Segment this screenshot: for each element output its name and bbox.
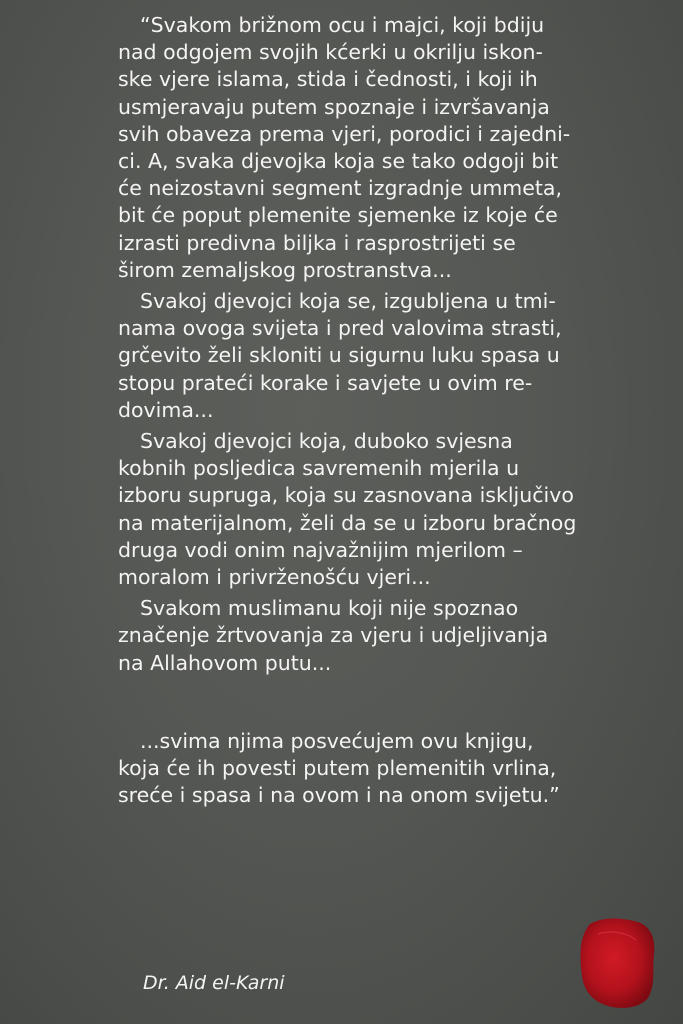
text-line: kobnih posljedica savremenih mjerila u	[118, 456, 520, 481]
dedication-paragraph-2	[118, 288, 588, 424]
dedication-paragraph-4	[118, 595, 588, 677]
text-line: na materijalnom, želi da se u izboru bračnog	[118, 510, 577, 535]
text-line: usmjeravaju putem spoznaje i izvršavanja	[118, 94, 550, 119]
text-line: izrasti predivna biljka i rasprostrijeti se	[118, 230, 516, 255]
text-line: nad odgojem svojih kćerki u okrilju iskon-	[118, 40, 543, 65]
text-line: će neizostavni segment izgradnje ummeta,	[118, 176, 563, 201]
rose-petal-icon	[576, 914, 660, 1012]
text-line: svih obaveza prema vjeri, porodici i zajedni-	[118, 121, 571, 146]
text-line: koja će ih povesti putem plemenitih vrlina,	[118, 756, 557, 781]
text-line: dovima...	[118, 397, 214, 422]
text-line: sreće i spasa i na ovom i na onom svijetu.”	[118, 783, 560, 808]
text-line: stopu prateći korake i savjete u ovim re-	[118, 370, 533, 395]
text-line: ...svima njima posvećujem ovu knjigu,	[140, 728, 534, 753]
text-line: Svakom muslimanu koji nije spoznao	[140, 596, 519, 621]
text-line: ci. A, svaka djevojka koja se tako odgoji bit	[118, 149, 559, 174]
author-signature: Dr. Aid el-Karni	[143, 972, 285, 994]
dedication-paragraph-5	[118, 728, 588, 810]
text-line: značenje žrtvovanja za vjeru i udjeljivanja	[118, 623, 549, 648]
text-line: nama ovoga svijeta i pred valovima strasti,	[118, 316, 562, 341]
text-line: grčevito želi skloniti u sigurnu luku spasa u	[118, 343, 560, 368]
text-line: širom zemaljskog prostranstva...	[118, 257, 452, 282]
dedication-paragraph-3	[118, 428, 588, 591]
text-line: Svakoj djevojci koja se, izgubljena u tmi-	[140, 289, 556, 314]
dedication-text	[118, 12, 588, 813]
text-line: na Allahovom putu...	[118, 650, 332, 675]
text-line: moralom i privrženošću vjeri...	[118, 565, 431, 590]
text-line: “Svakom brižnom ocu i majci, koji bdiju	[140, 13, 545, 37]
text-line: izboru supruga, koja su zasnovana isključivo	[118, 483, 574, 508]
text-line: bit će poput plemenite sjemenke iz koje će	[118, 203, 558, 228]
text-line: Svakoj djevojci koja, duboko svjesna	[140, 429, 513, 454]
dedication-paragraph-1	[118, 12, 588, 284]
text-line: druga vodi onim najvažnijim mjerilom –	[118, 537, 523, 562]
text-line: ske vjere islama, stida i čednosti, i koji ih	[118, 67, 538, 92]
